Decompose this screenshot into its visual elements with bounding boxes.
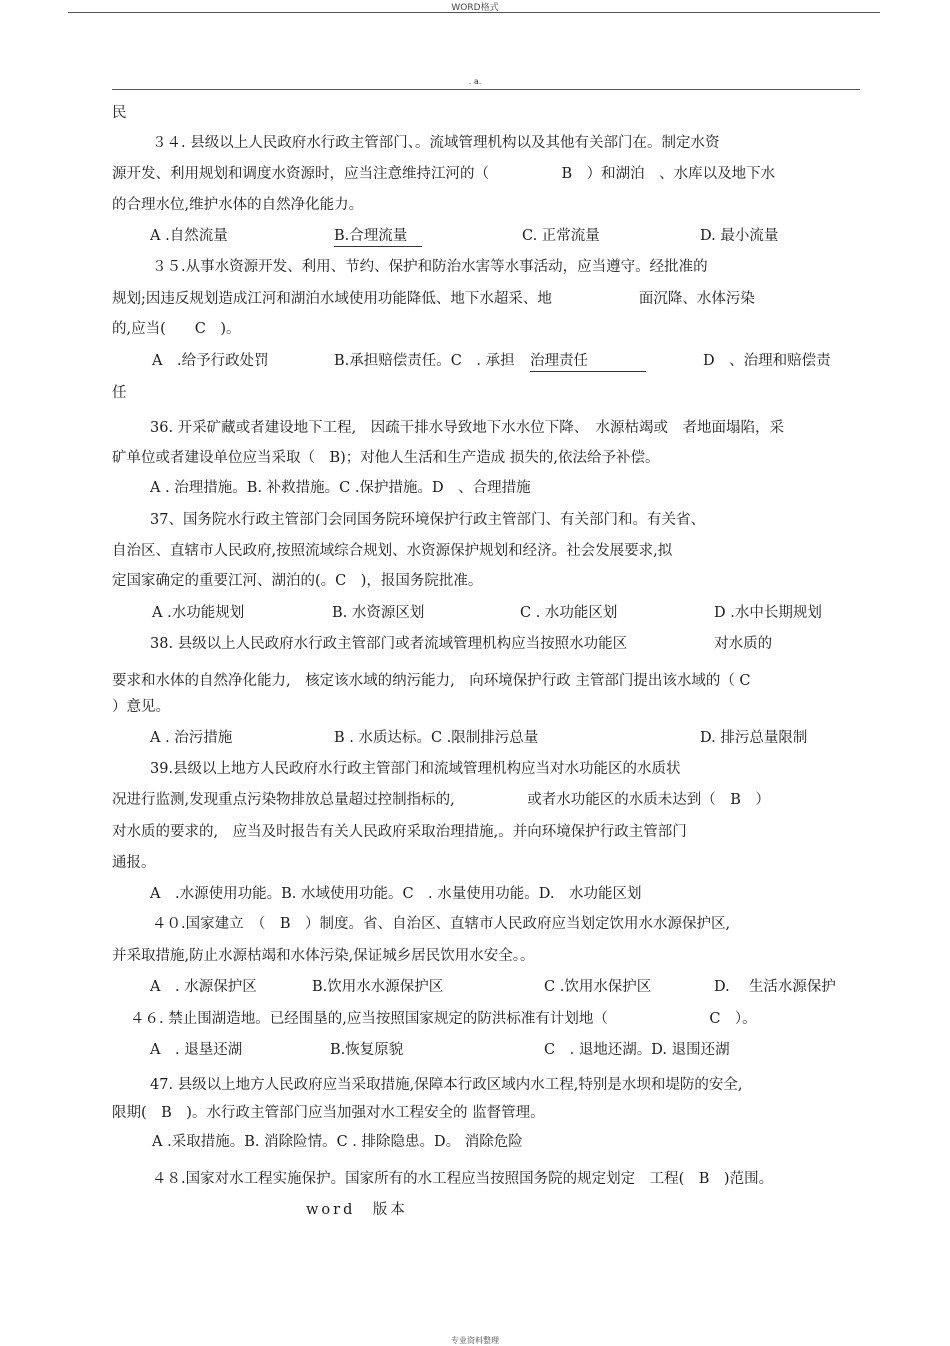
footer-version: word 版本 [306,1202,408,1218]
option-q37-c: C . 水功能区划 [520,605,618,621]
option-q46-b: B.恢复原貌 [330,1042,404,1058]
option-q46-c: C . 退地还湖。D. 退围还湖 [544,1042,730,1058]
text-line: 的合理水位,维护水体的自然净化能力。 [112,197,364,213]
header-rule [68,12,880,13]
text-line: ）意见。 [112,699,170,715]
option-q40-a: A . 水源保护区 [150,979,257,995]
option-q37-b: B. 水资源区划 [332,605,425,621]
option-q46-a: A . 退垦还湖 [150,1042,243,1058]
option-q39: A .水源使用功能。B. 水域使用功能。C . 水量使用功能。D. 水功能区划 [150,886,642,902]
option-q35-c: 治理责任 [530,352,646,372]
text-line: 矿单位或者建设单位应当采取（ B)；对他人生活和生产造成 损失的,依法给予补偿。 [112,450,660,466]
option-q40-d: D. 生活水源保护 [714,979,836,995]
option-q38-d: D. 排污总量限制 [700,730,808,746]
text-line: 源开发、利用规划和调度水资源时，应当注意维持江河的（ B ）和湖泊 、水库以及地下水 [112,166,776,182]
option-q34-d: D. 最小流量 [700,228,779,244]
option-q35-b: B.承担赔偿责任。C . 承担 [334,353,515,369]
text-line: ３４. 县级以上人民政府水行政主管部门、。流域管理机构以及其他有关部门在。制定水资 [152,135,720,151]
option-q38-a: A . 治污措施 [150,730,233,746]
option-q37-d: D .水中长期规划 [714,605,822,621]
text-line: 要求和水体的自然净化能力, 核定该水域的纳污能力, 向环境保护行政 主管部门提出该水域的（ C [112,673,751,689]
text-line: 况进行监测,发现重点污染物排放总量超过控制指标的, 或者水功能区的水质未达到（ B ） [112,792,770,808]
option-q40-b: B.饮用水水源保护区 [312,979,444,995]
option-q40-c: C .饮用水保护区 [544,979,652,995]
text-line: 对水质的要求的, 应当及时报告有关人民政府采取治理措施,。并向环境保护行政主管部门 [112,824,687,840]
option-q34-c: C. 正常流量 [522,228,600,244]
option-q35-a: A .给予行政处罚 [152,353,269,369]
text-line: 通报。 [112,855,156,871]
option-q47: A .采取措施。B. 消除险情。C . 排除隐患。D。 消除危险 [152,1134,523,1150]
option-q34-b: B.合理流量 [334,227,422,247]
text-line: ３５.从事水资源开发、利用、节约、保护和防治水害等水事活动，应当遵守。经批准的 [152,259,708,275]
text-line: 定国家确定的重要江河、湖泊的(。C )，报国务院批准。 [112,573,483,589]
text-line: ４６. 禁止围湖造地。已经围垦的,应当按照国家规定的防洪标准有计划地（ C ）。 [130,1011,757,1027]
text-line: 规划;因违反规划造成江河和湖泊水域使用功能降低、地下水超采、地 面沉降、水体污染 [112,291,755,307]
page-rule [112,89,860,90]
text-line: 限期( B )。水行政主管部门应当加强对水工程安全的 监督管理。 [112,1105,545,1121]
page-mark: . a. [468,77,482,86]
footer-bottom: 专业资料整理 [451,1336,499,1345]
text-line: 37、国务院水行政主管部门会同国务院环境保护行政主管部门、有关部门和。有关省、 [150,512,705,528]
text-line: 并采取措施,防止水源枯竭和水体污染,保证城乡居民饮用水安全。。 [112,948,535,964]
text-line: 自治区、直辖市人民政府,按照流域综合规划、水资源保护规划和经济。社会发展要求,拟 [112,543,673,559]
text-line: 的,应当( C )。 [112,321,241,337]
option-q37-a: A .水功能规划 [152,605,245,621]
text-line: 39.县级以上地方人民政府水行政主管部门和流域管理机构应当对水功能区的水质状 [150,761,681,777]
header-title: WORD格式 [451,3,499,13]
text-line: 47. 县级以上地方人民政府应当采取措施,保障本行政区域内水工程,特别是水坝和堤防的安全, [150,1077,743,1093]
option-q35-d: D 、治理和赔偿责 [703,353,831,369]
option-q36: A . 治理措施。B. 补救措施。C .保护措施。D 、合理措施 [150,480,531,496]
text-line: 民 [112,105,127,121]
text-line: 38. 县级以上人民政府水行政主管部门或者流域管理机构应当按照水功能区 对水质的 [150,636,773,652]
text-line: ４８.国家对水工程实施保护。国家所有的水工程应当按照国务院的规定划定 工程( B )范围。 [152,1171,774,1187]
option-q34-a: A .自然流量 [150,228,228,244]
option-q38-b: B . 水质达标。C .限制排污总量 [334,730,539,746]
text-line: 任 [112,385,127,401]
text-line: ４０.国家建立 （ B ）制度。省、自治区、直辖市人民政府应当划定饮用水水源保护区, [152,916,731,932]
text-line: 36. 开采矿藏或者建设地下工程, 因疏干排水导致地下水水位下降、 水源枯竭或 者地面塌陷，采 [150,420,785,436]
